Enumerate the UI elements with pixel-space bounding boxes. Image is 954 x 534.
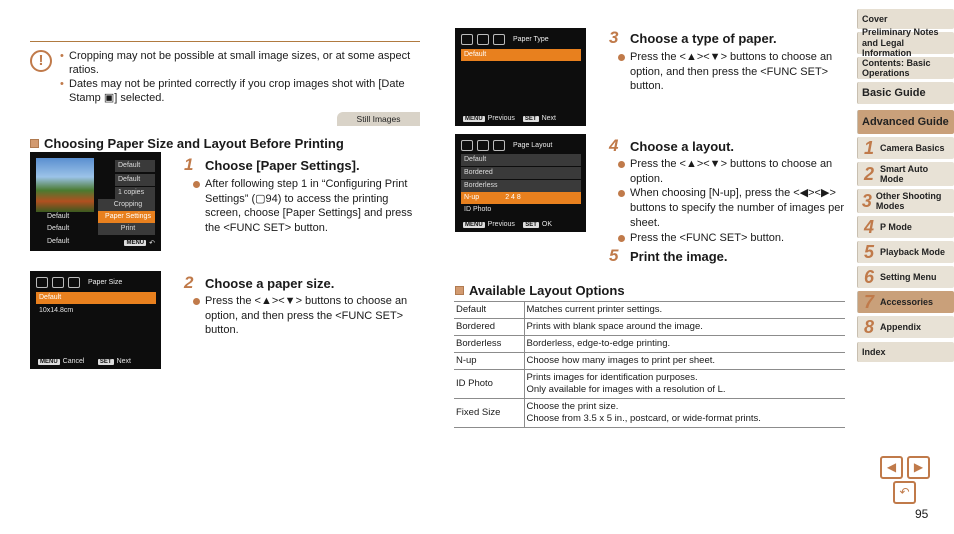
- set-key: SET: [525, 221, 537, 228]
- menu-key: MENU: [126, 240, 145, 246]
- nav-item-camera-basics[interactable]: [857, 137, 954, 159]
- nav-label: Playback Mode: [880, 246, 946, 257]
- next-hint: [98, 358, 131, 365]
- nav-item-setting-menu[interactable]: [857, 266, 954, 288]
- layout-description: [524, 319, 845, 336]
- set-key: SET: [524, 115, 537, 122]
- nav-item-appendix[interactable]: [857, 316, 954, 338]
- return-button[interactable]: ↶: [893, 481, 916, 504]
- next-hint: [523, 115, 556, 122]
- description-line: Choose from 3.5 x 5 in., postcard, or wide-format prints.: [526, 413, 761, 424]
- previous-page-button[interactable]: ◀: [880, 456, 903, 479]
- step-list: [618, 157, 848, 245]
- previous-hint: [463, 115, 515, 122]
- description-line: Matches current printer settings.: [526, 304, 663, 315]
- step-number: 4: [609, 136, 619, 155]
- nav-label: Accessories: [880, 296, 934, 307]
- menu-back-hint: [124, 239, 155, 247]
- layout-description: [524, 336, 845, 353]
- option-selected: [461, 192, 581, 204]
- tab-icon: [477, 34, 489, 45]
- chapter-number: 6: [863, 266, 874, 287]
- nav-item-preliminary-notes-and-legal-information[interactable]: [857, 27, 954, 59]
- camera-screen-print-settings: [30, 152, 161, 251]
- step-item: Press the <FUNC SET> button.: [618, 231, 848, 246]
- setting-value: Default: [47, 213, 70, 220]
- step-title: Print the image.: [630, 249, 728, 264]
- chapter-number: 2: [863, 163, 874, 184]
- tab-icon: [52, 277, 64, 288]
- option: Default: [461, 154, 581, 166]
- tab-icon: [461, 140, 473, 151]
- step-title: Choose a paper size.: [205, 276, 335, 291]
- option: Borderless: [461, 180, 581, 192]
- nav-item-index[interactable]: [857, 342, 954, 362]
- nav-item-accessories[interactable]: [857, 291, 954, 313]
- menu-print: Print: [98, 223, 155, 235]
- tab-icon: [477, 140, 489, 151]
- layout-name: N-up: [454, 353, 524, 370]
- tab-icon: [461, 34, 473, 45]
- tab-icon: [493, 140, 505, 151]
- chapter-number: 4: [863, 216, 874, 237]
- camera-tabs: [461, 140, 552, 151]
- table-row: [454, 302, 845, 319]
- side-navigation: [857, 9, 954, 365]
- tab-icon: [493, 34, 505, 45]
- menu-key: MENU: [465, 221, 483, 228]
- next-page-button[interactable]: ▶: [907, 456, 930, 479]
- caution-icon: !: [30, 50, 52, 72]
- description-line: Choose how many images to print per sheet.: [526, 355, 716, 366]
- menu-paper-settings: Paper Settings: [98, 211, 155, 223]
- nav-item-advanced-guide[interactable]: [857, 110, 954, 134]
- nav-label: Other Shooting Modes: [875, 190, 942, 211]
- camera-tabs: [36, 277, 122, 288]
- setting-value: 1 copies: [115, 187, 155, 199]
- step-number: 1: [184, 155, 194, 174]
- caution-list: [68, 50, 420, 105]
- page-number: 95: [915, 507, 929, 521]
- step-item: After following step 1 in “Configuring Print Settings” (▢94) to access the printing screen, choose [Paper Settings] and press the <FUNC SET> button.: [193, 177, 423, 236]
- tab-icon: [68, 277, 80, 288]
- section-title: Choosing Paper Size and Layout Before Printing: [44, 136, 344, 151]
- layout-name: Borderless: [454, 336, 524, 353]
- option: ID Photo: [464, 206, 492, 213]
- step-title: Choose a layout.: [630, 139, 735, 154]
- section-heading: [455, 283, 625, 298]
- section-title: Available Layout Options: [469, 283, 625, 298]
- nav-item-smart-auto-mode[interactable]: [857, 162, 954, 186]
- step-number: 3: [609, 28, 619, 47]
- option: Bordered: [461, 167, 581, 179]
- heading-square-icon: [30, 139, 39, 148]
- step-list: [193, 177, 423, 236]
- layout-name: ID Photo: [454, 370, 524, 399]
- option-selected: Default: [36, 292, 156, 304]
- nav-item-playback-mode[interactable]: [857, 241, 954, 263]
- step-title: Choose [Paper Settings].: [205, 158, 360, 173]
- nav-label: Preliminary Notes and Legal Information: [862, 27, 939, 59]
- nav-label: Camera Basics: [880, 142, 945, 153]
- layout-name: Bordered: [454, 319, 524, 336]
- step-number: 5: [609, 246, 619, 265]
- option: 10x14.8cm: [39, 307, 74, 314]
- setting-value: Default: [115, 160, 155, 172]
- still-images-tab: Still Images: [337, 112, 420, 126]
- section-heading: [30, 136, 344, 151]
- hint-label: Previous: [487, 221, 515, 228]
- setting-value: Default: [115, 174, 155, 186]
- screen-title: Page Layout: [513, 142, 553, 149]
- step-list: [618, 50, 848, 94]
- nav-label: Index: [862, 346, 886, 357]
- table-row: [454, 370, 845, 399]
- screen-title: Paper Type: [513, 36, 549, 43]
- step-list: [193, 294, 423, 338]
- step-item: Press the <▲><▼> buttons to choose an option, and then press the <FUNC SET> button.: [193, 294, 423, 338]
- chapter-number: 8: [863, 316, 874, 337]
- hint-label: OK: [541, 221, 552, 228]
- nav-item-p-mode[interactable]: [857, 216, 954, 238]
- nav-label: Setting Menu: [880, 271, 937, 282]
- camera-screen-paper-size: [30, 271, 161, 369]
- back-icon: ↶: [149, 240, 155, 247]
- layout-description: [524, 302, 845, 319]
- nav-item-cover[interactable]: [857, 9, 954, 29]
- nav-label: Cover: [862, 13, 888, 24]
- nav-label: P Mode: [880, 221, 912, 232]
- nav-item-contents-basic-operations[interactable]: [857, 57, 954, 79]
- table-row: [454, 336, 845, 353]
- cancel-hint: [38, 358, 84, 365]
- menu-cropping: Cropping: [98, 199, 155, 211]
- camera-screen-paper-type: [455, 28, 586, 126]
- nav-label: Advanced Guide: [862, 115, 949, 128]
- step-item: Press the <▲><▼> buttons to choose an option.: [618, 157, 848, 186]
- step-item: Press the <▲><▼> buttons to choose an option, and then press the <FUNC SET> button.: [618, 50, 848, 94]
- layout-options-table: [454, 301, 845, 428]
- nav-label: Appendix: [880, 321, 922, 332]
- option-selected: Default: [461, 49, 581, 61]
- table-row: [454, 353, 845, 370]
- previous-hint: [463, 221, 515, 228]
- heading-square-icon: [455, 286, 464, 295]
- description-line: Prints with blank space around the image.: [526, 321, 703, 332]
- layout-description: [524, 353, 845, 370]
- ok-hint: [523, 221, 552, 228]
- layout-name: Fixed Size: [454, 399, 524, 428]
- nav-label: Contents: Basic Operations: [862, 57, 931, 78]
- caution-item: • Dates may not be printed correctly if you crop images shot with [Date Stamp ▣] selected.: [68, 78, 420, 105]
- description-line: Prints images for identification purposes.: [526, 372, 698, 383]
- camera-tabs: [461, 34, 549, 45]
- hint-label: Next: [116, 358, 131, 365]
- description-line: Only available for images with a resolution of L.: [526, 384, 726, 395]
- layout-description: [524, 399, 845, 428]
- set-key: SET: [99, 358, 112, 365]
- photo-thumbnail: [36, 158, 94, 212]
- layout-name: Default: [454, 302, 524, 319]
- screen-title: Paper Size: [88, 279, 123, 286]
- tab-icon: [36, 277, 48, 288]
- hint-label: Next: [541, 115, 556, 122]
- step-title: Choose a type of paper.: [630, 31, 777, 46]
- caution-box: [30, 41, 420, 106]
- chapter-number: 1: [863, 137, 874, 158]
- chapter-number: 7: [863, 291, 874, 312]
- camera-screen-page-layout: [455, 134, 586, 232]
- setting-value: Default: [47, 238, 70, 245]
- step-item: When choosing [N-up], press the <◀><▶> buttons to specify the number of images per sheet.: [618, 186, 848, 230]
- hint-label: Cancel: [62, 358, 85, 365]
- table-row: [454, 319, 845, 336]
- nup-values: 2 4 8: [505, 194, 521, 201]
- chapter-number: 3: [861, 190, 872, 211]
- setting-value: Default: [47, 225, 70, 232]
- option-label: N-up: [464, 194, 480, 201]
- menu-key: MENU: [465, 115, 483, 122]
- description-line: Choose the print size.: [526, 401, 619, 412]
- nav-item-basic-guide[interactable]: [857, 82, 954, 104]
- caution-item: • Cropping may not be possible at small image sizes, or at some aspect ratios.: [68, 50, 420, 77]
- nav-label: Smart Auto Mode: [879, 163, 929, 184]
- nav-item-other-shooting-modes[interactable]: [857, 189, 954, 213]
- description-line: Borderless, edge-to-edge printing.: [526, 338, 671, 349]
- hint-label: Previous: [487, 115, 515, 122]
- chapter-number: 5: [863, 241, 874, 262]
- menu-key: MENU: [40, 358, 58, 365]
- nav-label: Basic Guide: [862, 86, 926, 99]
- step-number: 2: [184, 273, 194, 292]
- layout-description: [524, 370, 845, 399]
- table-row: [454, 399, 845, 428]
